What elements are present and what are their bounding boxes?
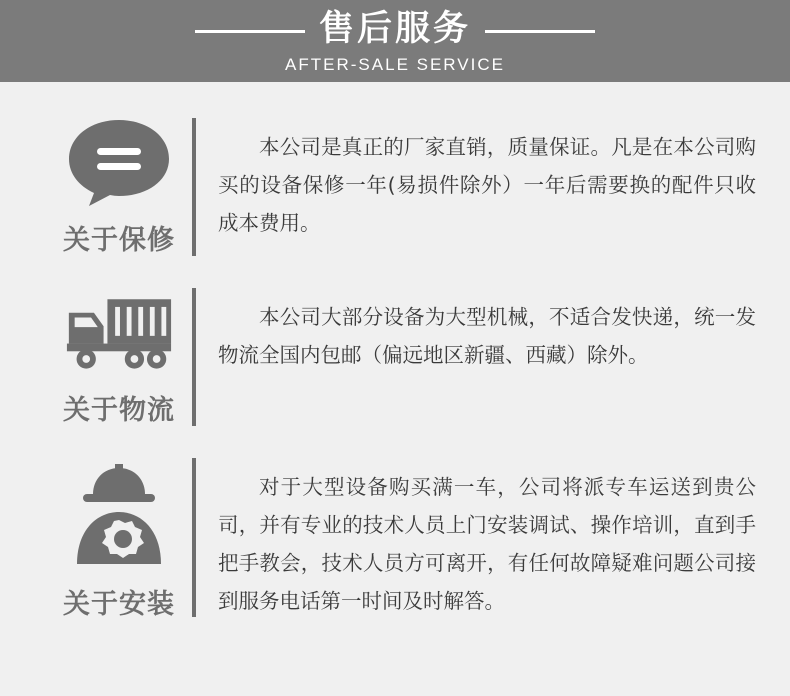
section-logistics-label: 关于物流 <box>63 395 175 426</box>
page-subtitle: AFTER-SALE SERVICE <box>285 55 505 74</box>
sections-container <box>0 82 790 621</box>
worker-gear-icon <box>65 464 173 572</box>
page-header <box>0 0 790 82</box>
header-rule-left <box>195 30 305 33</box>
section-logistics-text-col <box>196 280 756 374</box>
section-warranty-text: 本公司是真正的厂家直销，质量保证。凡是在本公司购买的设备保修一年(易损件除外）一年后需要换的配件只收成本费用。 <box>218 135 756 235</box>
section-warranty-text-col <box>196 110 756 242</box>
header-title-row <box>0 7 790 51</box>
dump-truck-icon <box>65 286 173 378</box>
section-warranty-icon-col <box>46 110 192 257</box>
section-logistics-icon-col <box>46 280 192 427</box>
header-rule-right <box>485 30 595 33</box>
section-installation <box>0 450 790 621</box>
section-installation-label: 关于安装 <box>63 589 175 620</box>
section-installation-text: 对于大型设备购买满一车，公司将派专车运送到贵公司，并有专业的技术人员上门安装调试、操作培训，直到手把手教会，技术人员方可离开，有任何故障疑难问题公司接到服务电话第一时间及时解答。 <box>218 475 756 613</box>
speech-bubble-icon <box>65 116 173 208</box>
section-warranty-label: 关于保修 <box>63 225 175 256</box>
section-warranty <box>0 110 790 260</box>
page-title: 售后服务 <box>318 9 471 49</box>
section-logistics <box>0 280 790 430</box>
section-installation-icon-col <box>46 450 192 621</box>
section-installation-text-col <box>196 450 756 620</box>
section-logistics-text: 本公司大部分设备为大型机械，不适合发快递，统一发物流全国内包邮（偏远地区新疆、西藏）除外。 <box>218 305 756 367</box>
